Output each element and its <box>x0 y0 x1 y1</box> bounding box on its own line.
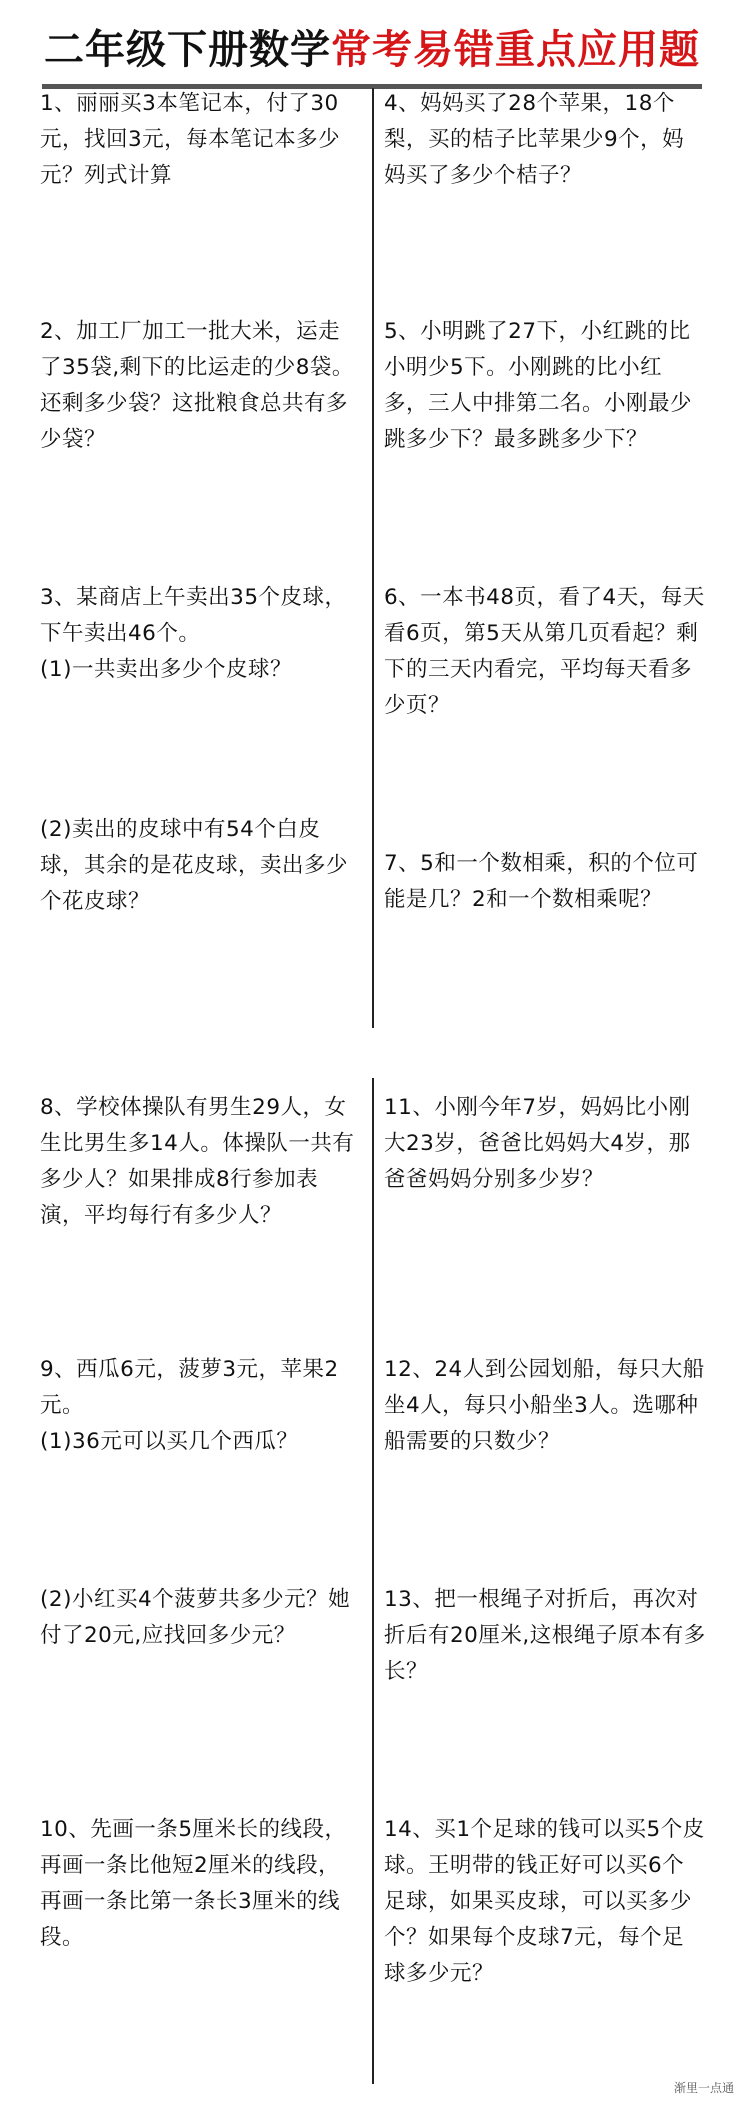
question-3-part-2: (2)卖出的皮球中有54个白皮球，其余的是花皮球，卖出多少个花皮球？ <box>40 817 349 914</box>
question-5: 5、小明跳了27下，小红跳的比小明少5下。小刚跳的比小红多，三人中排第二名。小刚最少跳多少下？最多跳多少下？ <box>384 319 693 452</box>
question-12: 12、24人到公园划船，每只大船坐4人，每只小船坐3人。选哪种船需要的只数少？ <box>384 1357 705 1454</box>
page-title <box>0 22 744 78</box>
title-red-part: 常考易错重点应用题 <box>331 26 700 73</box>
question-7: 7、5和一个数相乘，积的个位可能是几？2和一个数相乘呢？ <box>384 851 699 912</box>
question-6: 6、一本书48页，看了4天，每天看6页，第5天从第几页看起？剩下的三天内看完，平均每天看多少页？ <box>384 585 705 718</box>
question-11: 11、小刚今年7岁，妈妈比小刚大23岁，爸爸比妈妈大4岁，那爸爸妈妈分别多少岁？ <box>384 1095 691 1192</box>
question-10: 10、先画一条5厘米长的线段，再画一条比他短2厘米的线段，再画一条比第一条长3厘米的线段。 <box>40 1817 347 1950</box>
watermark: 渐里一点通 <box>673 2081 734 2095</box>
column-divider-top <box>372 88 374 1028</box>
question-9-part-2: (2)小红买4个菠萝共多少元？她付了20元,应找回多少元？ <box>40 1587 351 1648</box>
question-3: 3、某商店上午卖出35个皮球，下午卖出46个。 (1)一共卖出多少个皮球？ <box>40 585 347 682</box>
question-1: 1、丽丽买3本笔记本，付了30元，找回3元，每本笔记本多少元？列式计算 <box>40 91 341 188</box>
column-divider-bottom <box>372 1078 374 2084</box>
question-2: 2、加工厂加工一批大米，运走了35袋,剩下的比运走的少8袋。还剩多少袋？这批粮食总共有多少袋？ <box>40 319 354 452</box>
title-black-part: 二年级下册数学 <box>44 26 331 73</box>
question-13: 13、把一根绳子对折后，再次对折后有20厘米,这根绳子原本有多长？ <box>384 1587 706 1684</box>
question-9: 9、西瓜6元，菠萝3元，苹果2元。 (1)36元可以买几个西瓜？ <box>40 1357 339 1454</box>
question-14: 14、买1个足球的钱可以买5个皮球。王明带的钱正好可以买6个足球，如果买皮球，可以买多少个？如果每个皮球7元，每个足球多少元？ <box>384 1817 705 1986</box>
question-8: 8、学校体操队有男生29人，女生比男生多14人。体操队一共有多少人？如果排成8行参加表演，平均每行有多少人？ <box>40 1095 355 1228</box>
question-4: 4、妈妈买了28个苹果，18个梨，买的桔子比苹果少9个，妈妈买了多少个桔子？ <box>384 91 685 188</box>
